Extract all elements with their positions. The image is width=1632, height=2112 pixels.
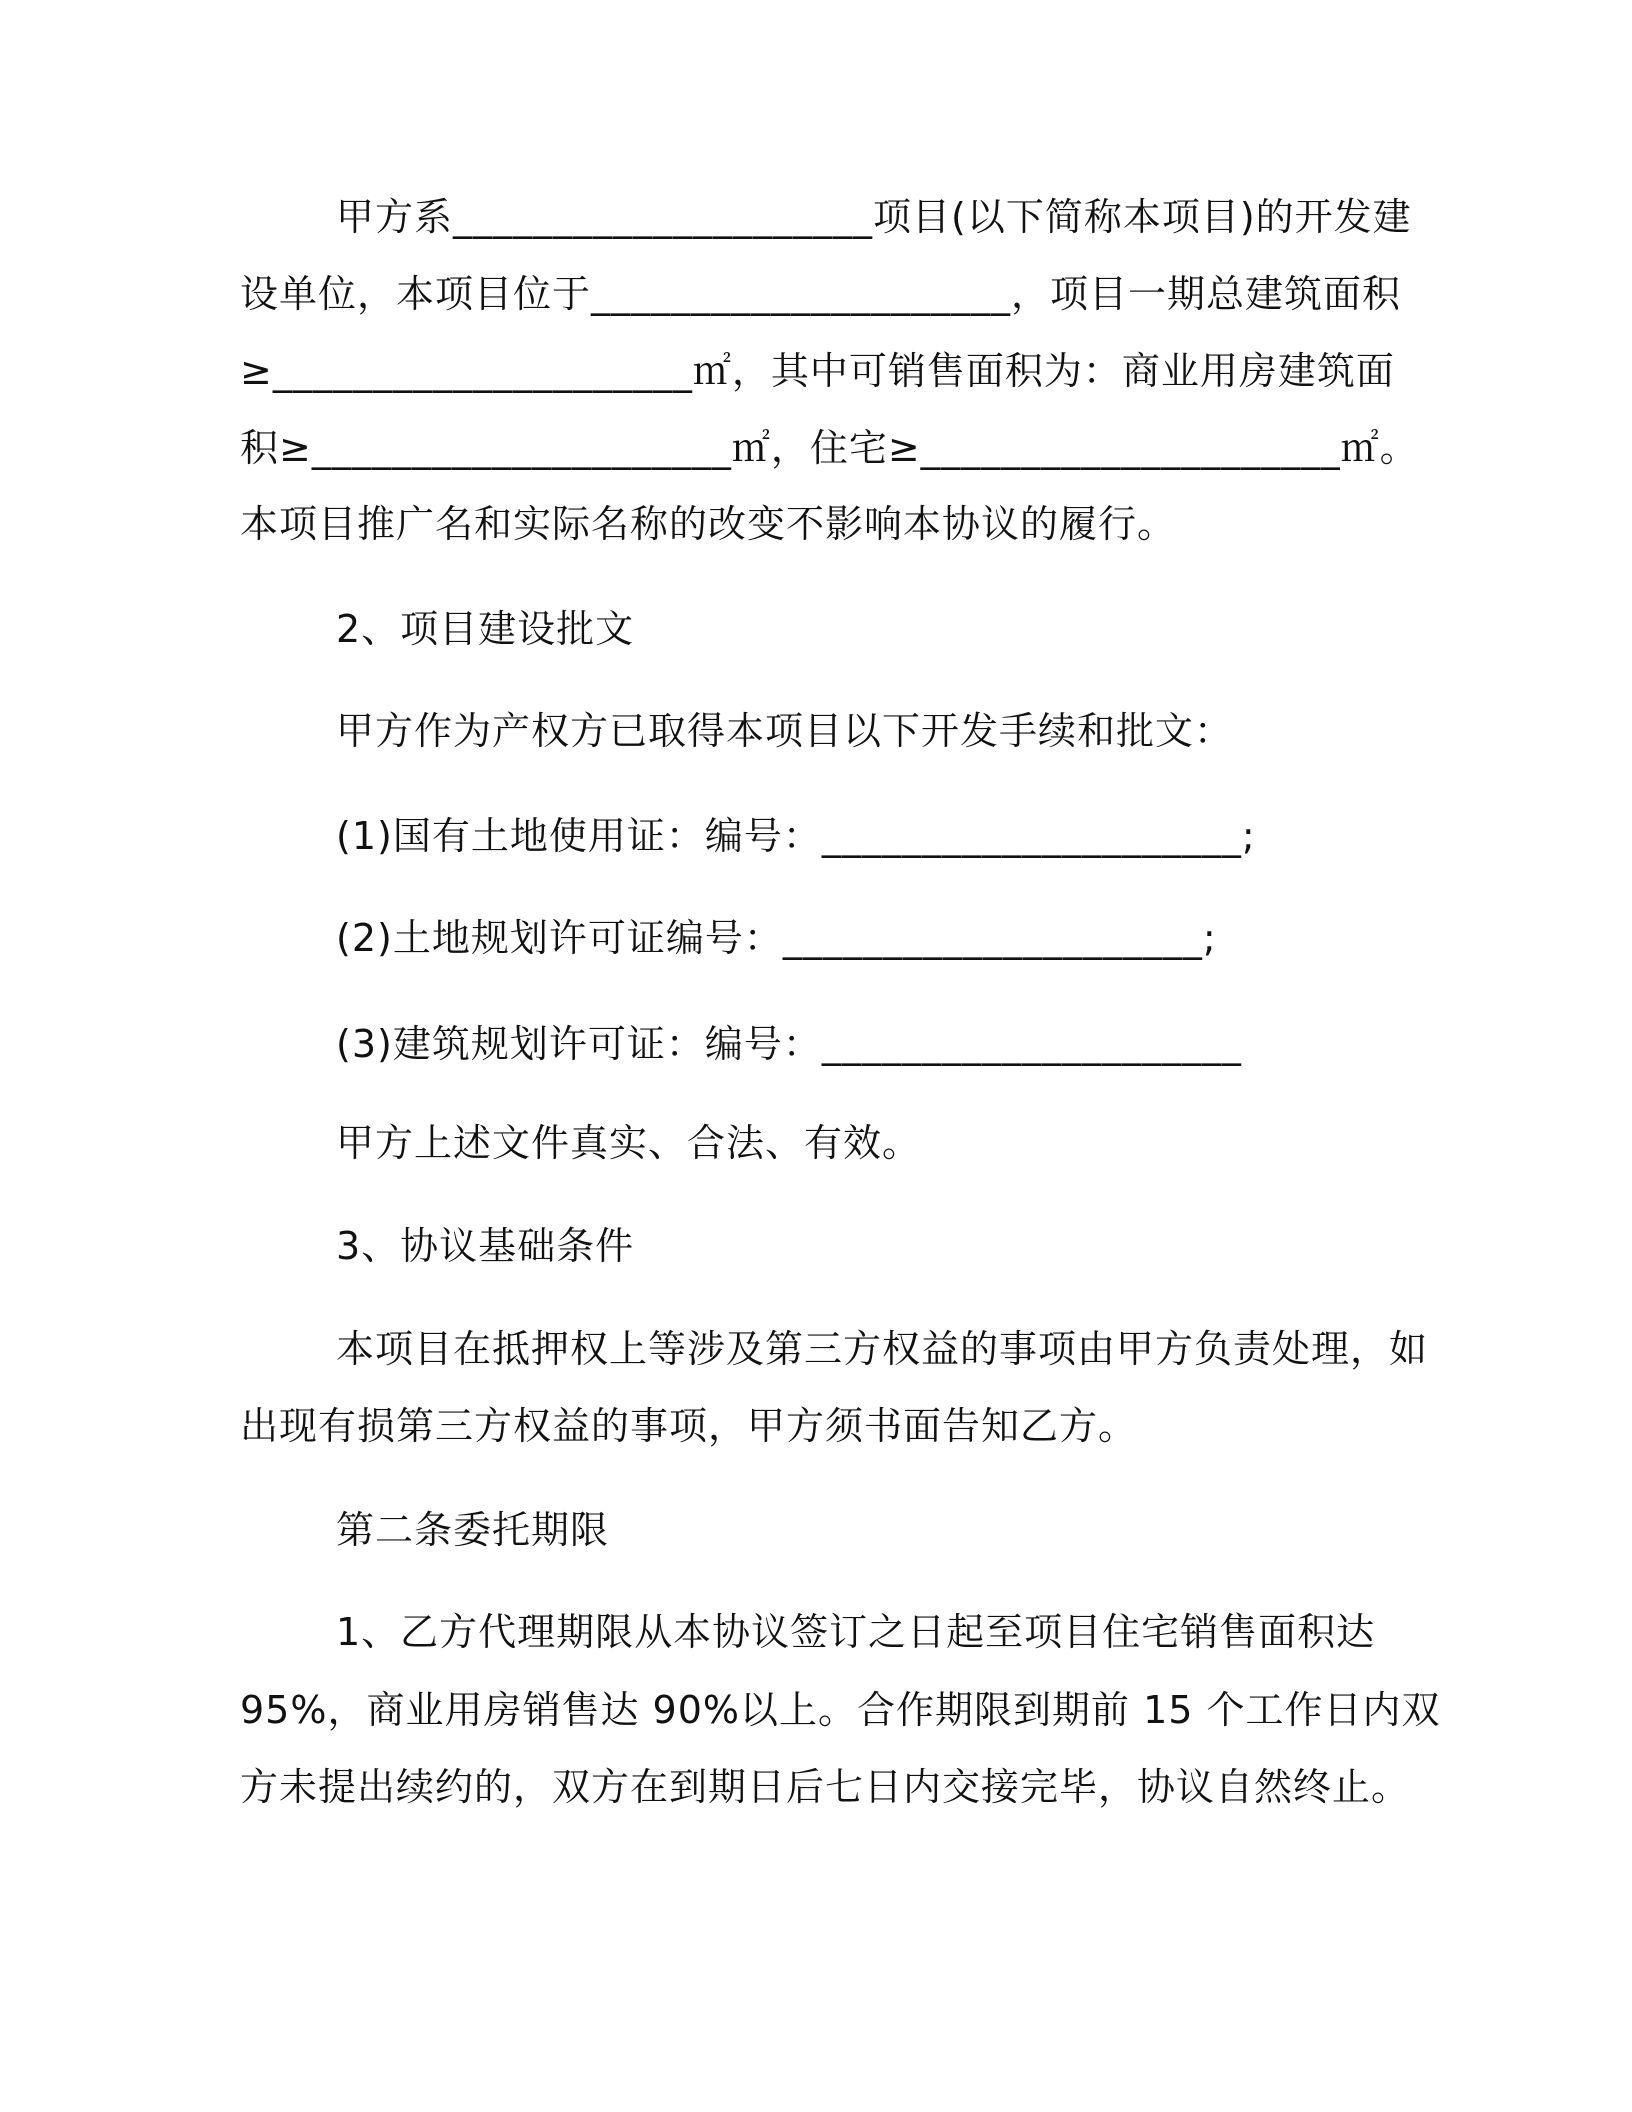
- list-item: (2)土地规划许可证编号：_____________________;: [336, 916, 1217, 960]
- paragraph-line: 本项目推广名和实际名称的改变不影响本协议的履行。: [240, 502, 1177, 546]
- paragraph-line: 甲方作为产权方已取得本项目以下开发手续和批文：: [336, 709, 1234, 753]
- section-heading: 3、协议基础条件: [336, 1224, 635, 1268]
- section-heading: 2、项目建设批文: [336, 607, 635, 651]
- article-heading: 第二条委托期限: [336, 1508, 610, 1552]
- paragraph-line: 出现有损第三方权益的事项，甲方须书面告知乙方。: [240, 1404, 1138, 1448]
- paragraph-line: 设单位，本项目位于_____________________，项目一期总建筑面积: [240, 272, 1402, 316]
- paragraph-line: 本项目在抵押权上等涉及第三方权益的事项由甲方负责处理，如: [336, 1327, 1429, 1371]
- paragraph-line: 积≥_____________________㎡，住宅≥_____________________㎡。: [240, 426, 1419, 470]
- paragraph-line: ≥_____________________㎡，其中可销售面积为：商业用房建筑面: [240, 349, 1395, 393]
- paragraph-line: 甲方系_____________________项目(以下简称本项目)的开发建: [336, 195, 1412, 239]
- list-item: (3)建筑规划许可证：编号：_____________________: [336, 1022, 1242, 1066]
- list-item: (1)国有土地使用证：编号：_____________________;: [336, 814, 1256, 858]
- paragraph-line: 甲方上述文件真实、合法、有效。: [336, 1121, 922, 1165]
- paragraph-line: 1、乙方代理期限从本协议签订之日起至项目住宅销售面积达: [336, 1610, 1376, 1654]
- paragraph-line: 95%，商业用房销售达 90%以上。合作期限到期前 15 个工作日内双: [240, 1688, 1441, 1732]
- paragraph-line: 方未提出续约的，双方在到期日后七日内交接完毕，协议自然终止。: [240, 1765, 1411, 1809]
